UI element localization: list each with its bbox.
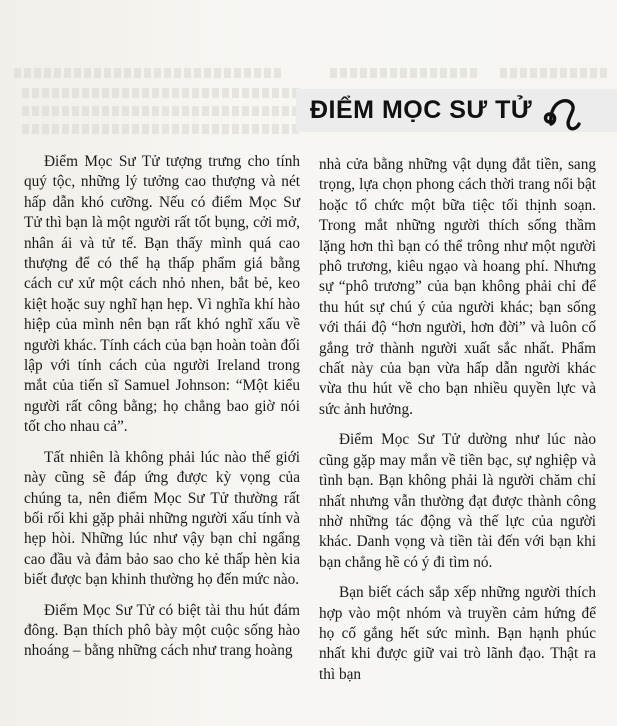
- bleed-line: [500, 68, 610, 78]
- bleed-line: [22, 88, 302, 98]
- paragraph: Điểm Mọc Sư Tử có biệt tài thu hút đám đông. Bạn thích phô bày một cuộc sống hào nhoáng – bằng những cách như trang hoàng: [24, 601, 300, 660]
- bleed-line: [22, 124, 302, 134]
- bleed-line: [22, 106, 302, 116]
- bleed-line: [14, 68, 284, 78]
- bleed-line: [330, 68, 480, 78]
- paragraph: Điểm Mọc Sư Tử tượng trưng cho tính quý tộc, những lý tưởng cao thượng và nét hấp dẫn khó cưỡng. Nếu có điểm Mọc Sư Tử thì bạn là một người rất tốt bụng, cởi mở, nhân ái và tử tế. Bạn thấy mình quá cao thượng để có thể hạ thấp phẩm giá bằng cách cư xử một cách nhỏ nhen, bắt bẻ, keo kiệt hoặc suy nghĩ hạn hẹp. Vì nghĩa khí hào hiệp của mình nên bạn rất khó nghĩ xấu về người khác. Tính cách của bạn hoàn toàn đối lập với tính cách của người Ireland trong mắt của tiến sĩ Samuel Johnson: “Một kiểu người rất công bằng; họ chẳng bao giờ nói tốt cho nhau cả”.: [24, 153, 300, 436]
- paragraph: nhà cửa bằng những vật dụng đắt tiền, sang trọng, lựa chọn phong cách thời trang nổi bật hoặc tổ chức một bữa tiệc tối thịnh soạn. Trong mắt những người thích sống thầm lặng hơn thì bạn có thể trông như một người phô trương, kiêu ngạo và hoang phí. Nhưng sự “phô trương” của bạn không phải chỉ để thu hút sự chú ý của người khác; bạn sống với thái độ “hơn người, hơn đời” và luôn cố gắng trở thành người xuất sắc nhất. Phẩm chất này của bạn vừa hấp dẫn người khác vừa thu hút về cho bạn nhiều quyền lực và sức ảnh hưởng.: [319, 156, 596, 418]
- page-title: ĐIỂM MỌC SƯ TỬ: [310, 96, 533, 124]
- right-column: [319, 155, 596, 695]
- page-footer: [0, 708, 617, 726]
- left-column: [24, 152, 300, 672]
- leo-zodiac-icon: [540, 94, 584, 134]
- paragraph: Điểm Mọc Sư Tử dường như lúc nào cũng gặp may mắn về tiền bạc, sự nghiệp và tình bạn. Bạn không phải là người chăm chỉ nhất nhưng vẫn thường đạt được thành công nhờ những tác động và thế lực của người khác. Danh vọng và tiền tài đến với bạn khi bạn chẳng hề có ý đi tìm nó.: [319, 431, 596, 571]
- paragraph: Bạn biết cách sắp xếp những người thích hợp vào một nhóm và truyền cảm hứng để họ cố gắng hết sức mình. Bạn hạnh phúc nhất khi được giữ vai trò lãnh đạo. Thật ra thì bạn: [319, 584, 596, 683]
- paragraph: Tất nhiên là không phải lúc nào thế giới này cũng sẽ đáp ứng được kỳ vọng của chúng ta, nên điểm Mọc Sư Tử thường rất bối rối khi gặp phải những người xấu tính và hẹp hòi. Những lúc như vậy bạn chỉ ngẩng cao đầu và đảm bảo sao cho kẻ thấp hèn kia biết được bạn khinh thường họ đến mức nào.: [24, 448, 300, 589]
